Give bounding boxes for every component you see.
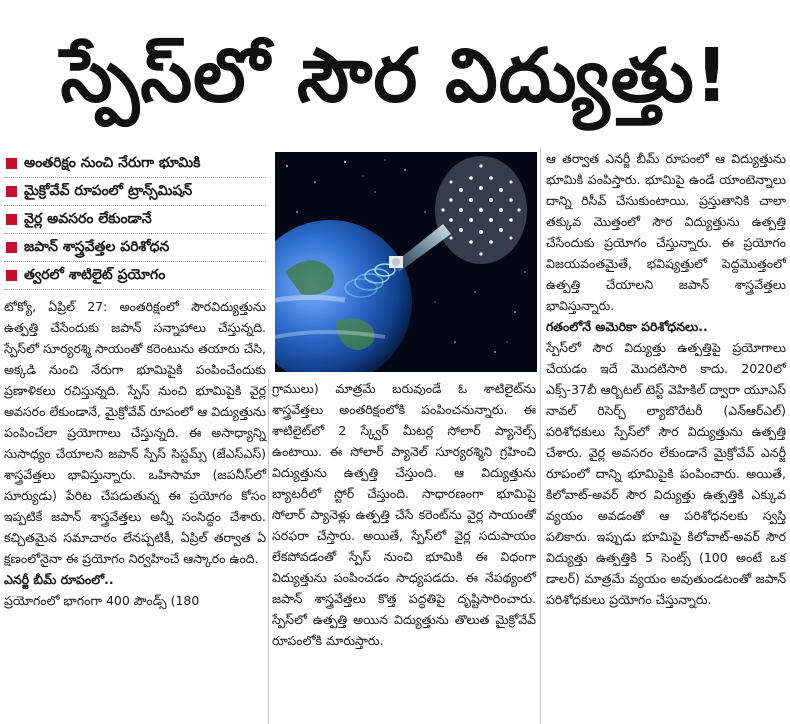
bullet-text: వైర్ల అవసరం లేకుండానే xyxy=(24,211,152,227)
bullet-square-icon xyxy=(6,186,17,197)
bullet-item xyxy=(4,234,266,262)
article-column-1 xyxy=(4,296,266,611)
column-divider xyxy=(540,148,541,724)
bullet-square-icon xyxy=(6,214,17,225)
headline: స్పేస్‌లో సౌర విద్యుత్తు! xyxy=(60,33,730,119)
bullet-item xyxy=(4,262,266,290)
bullet-square-icon xyxy=(6,270,17,281)
bullet-text: మైక్రోవేవ్ రూపంలో ట్రాన్స్‌మిషన్ xyxy=(24,183,193,199)
earth-icon xyxy=(275,220,412,372)
bullet-list xyxy=(4,150,266,290)
article-column-2 xyxy=(272,378,536,651)
article-column-3 xyxy=(546,148,786,610)
body-text: టోక్యో, ఏప్రిల్ 27: అంతరిక్షంలో సౌరవిద్యుత్తును ఉత్పత్తి చేసేందుకు జపాన్ సన్నాహాలు చేస్తున్నది. స్పేస్‌లో సూర్యరశ్మి సాయంతో కరెంటును తయారు చేసి, అక్కడి నుంచి నేరుగా భూమిపైకి పంపించేందుకు ప్రణాళికలు రచిస్తున్నది. స్పేస్ నుంచి భూమిపైకి వైర్ల అవసరం లేకుండానే, మైక్రోవేవ్ రూపంలో ఆ విద్యుత్తును పంపించేలా ప్రయోగాలు చేస్తున్నది. ఈ అసాధ్యాన్ని సుసాధ్యం చేయాలని జపాన్ స్పేస్ సిస్టమ్స్ (జేఎస్ఎస్) శాస్త్రవేత్తలు భావిస్తున్నారు. ఒహిసామా (జపనీస్‌లో సూర్యుడు) పేరిట చేపడుతున్న ఈ ప్రయోగం కోసం ఇప్పటికే జపాన్ శాస్త్రవేత్తలు అన్నీ సంసిద్ధం చేశారు. కచ్చితమైన సమాచారం లేనప్పటికీ, ఏప్రిల్ తర్వాత ఏ క్షణంలోనైనా ఈ ప్రయోగం నిర్వహించే ఆస్కారం ఉంది. xyxy=(4,299,266,566)
bullet-square-icon xyxy=(6,242,17,253)
space-solar-svg xyxy=(275,152,537,372)
subheading: గతంలోనే అమెరికా పరిశోధనలు.. xyxy=(546,319,708,334)
body-text: గ్రాములు) మాత్రమే బరువుండే ఓ శాటిలైట్‌ను శాస్త్రవేత్తలు అంతరిక్షంలోకి పంపించనున్నారు. ఈ శాటిలైట్‌లో 2 స్క్వేర్ మీటర్ల సోలార్ ప్యానెల్స్ ఉంటాయి. ఈ సోలార్ ప్యానెల్ సూర్యరశ్మిని గ్రహించి విద్యుత్తును ఉత్పత్తి చేస్తుంది. ఆ విద్యుత్తును బ్యాటరీలో స్టోర్ చేస్తుంది. సాధారణంగా భూమిపై సోలార్ ప్యానెళ్లు ఉత్పత్తి చేసే కరెంట్‌ను వైర్ల సాయంతో సరఫరా చేస్తారు. అయితే, స్పేస్‌లో వైర్ల సదుపాయం లేకపోవడంతో స్పేస్ నుంచి భూమికి ఈ విధంగా విద్యుత్తును పంపించడం సాధ్యపడదు. ఈ నేపథ్యంలో జపాన్ శాస్త్రవేత్తలు కొత్త పద్ధతిపై దృష్టిసారించారు. స్పేస్‌లో ఉత్పత్తి అయిన విద్యుత్తును తొలుత మైక్రోవేవ్ రూపంలోకి మారుస్తారు. xyxy=(272,381,536,648)
bullet-item xyxy=(4,178,266,206)
body-text: ప్రయోగంలో భాగంగా 400 పౌండ్స్ (180 xyxy=(4,593,200,608)
bullet-text: జపాన్ శాస్త్రవేత్తల పరిశోధన xyxy=(24,239,170,255)
bullet-text: అంతరిక్షం నుంచి నేరుగా భూమికి xyxy=(24,155,201,171)
body-text: స్పేస్‌లో సౌర విద్యుత్తు ఉత్పత్తిపై ప్రయోగాలు చేయడం ఇదే మొదటిసారి కాదు. 2020లో ఎక్స్-37బీ ఆర్బిటల్ టెస్ట్ వెహికిల్ ద్వారా యూఎస్ నావల్ రిసెర్చ్ ల్యాబొరేటరీ (ఎన్ఆర్ఎల్) పరిశోధకులు స్పేస్‌లో సౌర విద్యుత్తును ఉత్పత్తి చేశారు. వైర్ల అవసరం లేకుండానే మైక్రోవేవ్ ఎనర్జీ రూపంలో దాన్ని భూమిపైకి పంపించారు. అయితే, కిలోవాట్-అవర్ సౌర విద్యుత్తు ఉత్పత్తికి ఎక్కువ వ్యయం అవడంతో ఆ పరిశోధనలకు స్వస్తి పలికారు. ఇప్పుడు భూమిపై కిలోవాట్-అవర్ సౌర విద్యుత్తు ఉత్పత్తికి 5 సెంట్స్ (100 అంటే ఒక డాలర్) మాత్రమే వ్యయం అవుతుండటంతో జపాన్ పరిశోధకులు ప్రయోగం చేస్తున్నారు. xyxy=(546,340,786,607)
bullet-text: త్వరలో శాటిలైట్ ప్రయోగం xyxy=(24,267,166,283)
bullet-item xyxy=(4,150,266,178)
solar-dish-icon xyxy=(435,156,527,264)
bullet-square-icon xyxy=(6,158,17,169)
column-divider xyxy=(268,378,269,724)
satellite-icon xyxy=(389,256,403,268)
subheading: ఎనర్జీ బీమ్ రూపంలో.. xyxy=(4,572,114,587)
body-text: ఆ తర్వాత ఎనర్జీ బీమ్ రూపంలో ఆ విద్యుత్తును భూమికి పంపిస్తారు. భూమిపై ఉండే యాంటెన్నాలు దాన్ని రిసీవ్ చేసుకుంటాయి. ప్రస్తుతానికి చాలా తక్కువ మొత్తంలో సౌర విద్యుత్తును ఉత్పత్తి చేసేందుకు ప్రయోగం చేస్తున్నారు. ఈ ప్రయోగం విజయవంతమైతే, భవిష్యత్తులో పెద్దమొత్తంలో ఉత్పత్తి చేయాలని జపాన్ శాస్త్రవేత్తలు భావిస్తున్నారు. xyxy=(546,151,786,313)
space-solar-illustration xyxy=(275,152,537,372)
bullet-item xyxy=(4,206,266,234)
